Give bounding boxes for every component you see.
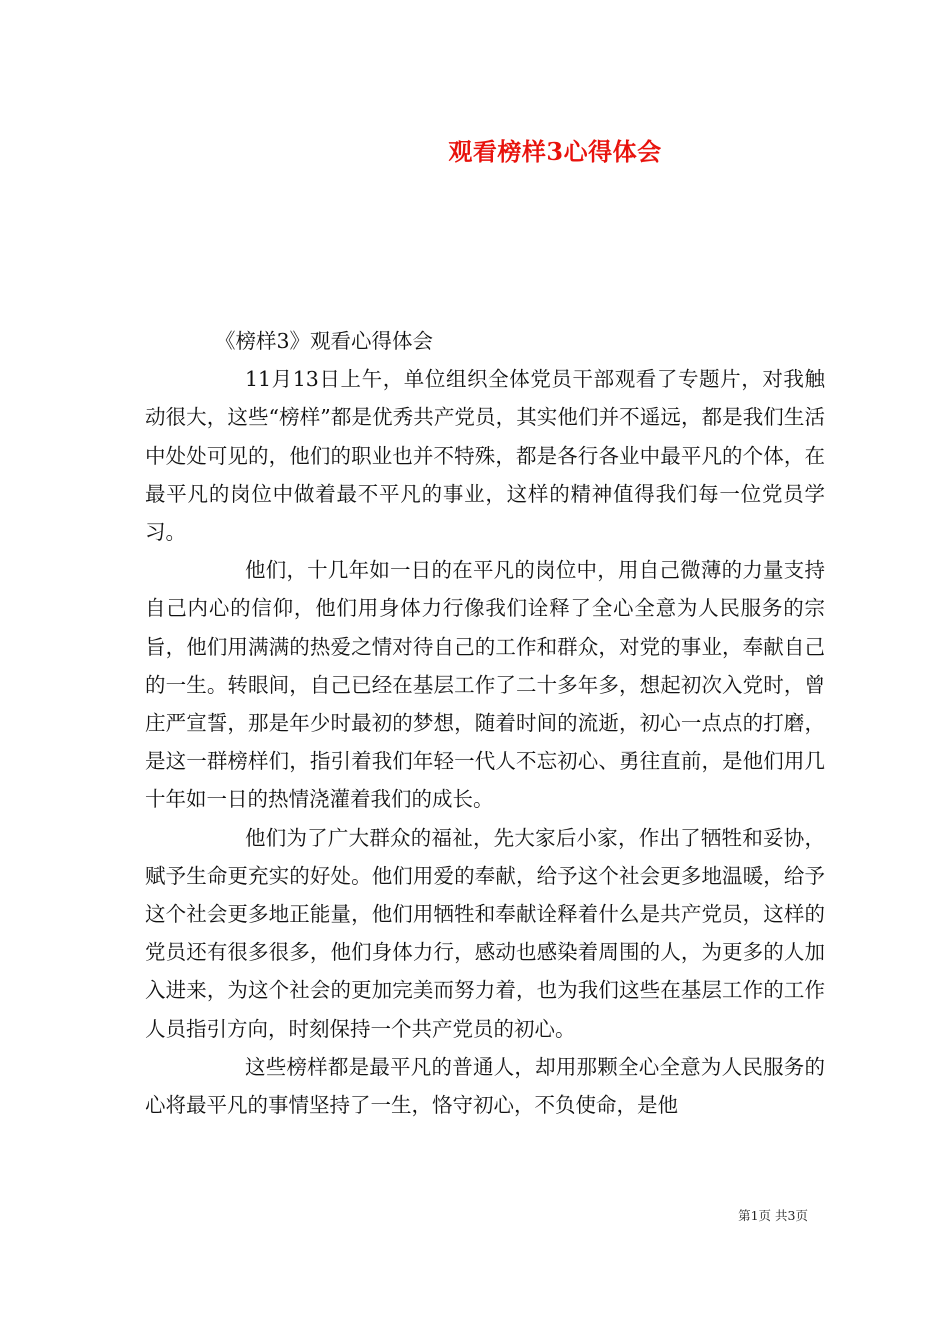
paragraph-4: 这些榜样都是最平凡的普通人，却用那颗全心全意为人民服务的心将最平凡的事情坚持了一生，恪守初心，不负使命，是他 bbox=[145, 1054, 825, 1118]
document-body bbox=[145, 322, 825, 1124]
page-number-footer: 第1页 共3页 bbox=[738, 1208, 808, 1223]
paragraph-2: 他们，十几年如一日的在平凡的岗位中，用自己微薄的力量支持自己内心的信仰，他们用身体力行像我们诠释了全心全意为人民服务的宗旨，他们用满满的热爱之情对待自己的工作和群众，对党的事业，奉献自己的一生。转眼间，自己已经在基层工作了二十多年多，想起初次入党时，曾庄严宣誓，那是年少时最初的梦想，随着时间的流逝，初心一点点的打磨，是这一群榜样们，指引着我们年轻一代人不忘初心、勇往直前，是他们用几十年如一日的热情浇灌着我们的成长。 bbox=[145, 558, 825, 812]
document-title: 观看榜样3心得体会 bbox=[448, 137, 662, 166]
document-subtitle: 《榜样3》观看心得体会 bbox=[215, 329, 434, 353]
paragraph-3: 他们为了广大群众的福祉，先大家后小家，作出了牺牲和妥协，赋予生命更充实的好处。他们用爱的奉献，给予这个社会更多地温暖，给予这个社会更多地正能量，他们用牺牲和奉献诠释着什么是共产党员，这样的党员还有很多很多，他们身体力行，感动也感染着周围的人，为更多的人加入进来，为这个社会的更加完美而努力着，也为我们这些在基层工作的工作人员指引方向，时刻保持一个共产党员的初心。 bbox=[145, 825, 825, 1041]
paragraph-1: 11月13日上午，单位组织全体党员干部观看了专题片，对我触动很大，这些“榜样”都是优秀共产党员，其实他们并不遥远，都是我们生活中处处可见的，他们的职业也并不特殊，都是各行各业中最平凡的个体，在最平凡的岗位中做着最不平凡的事业，这样的精神值得我们每一位党员学习。 bbox=[145, 367, 825, 545]
